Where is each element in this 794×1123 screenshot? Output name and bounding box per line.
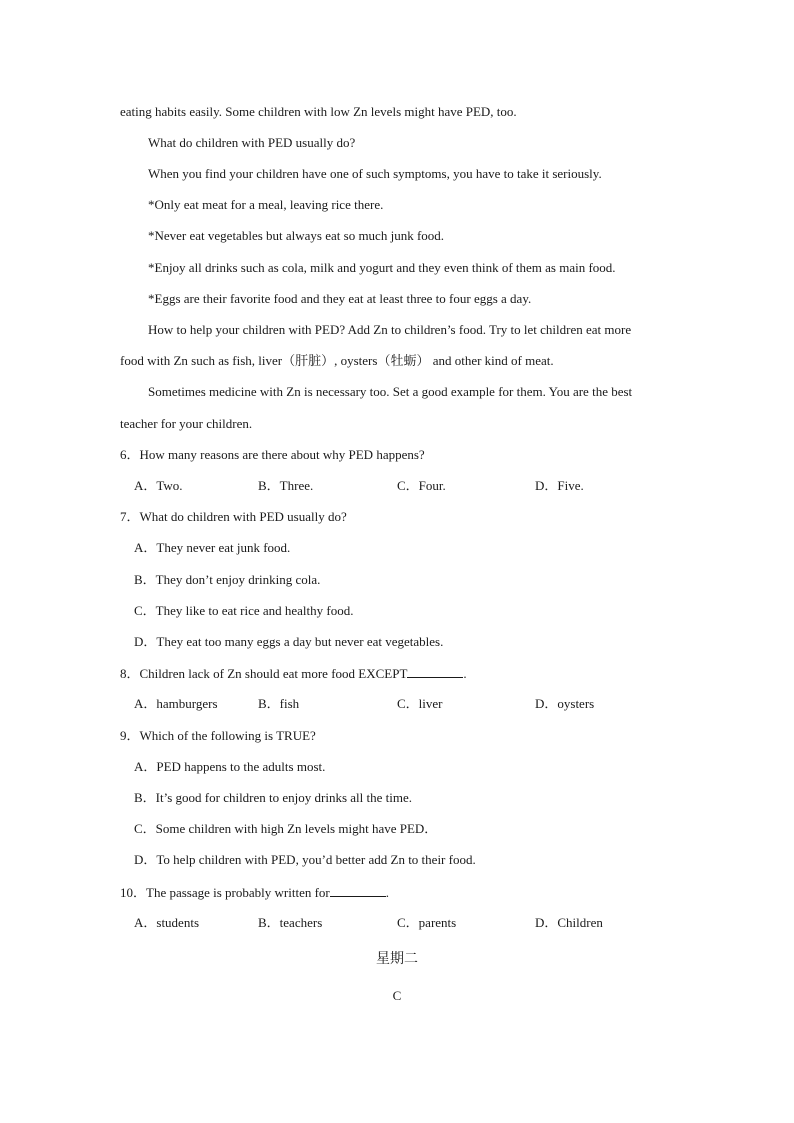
passage-line: food with Zn such as fish, liver（肝脏）, oysters（牡蛎） and other kind of meat.	[120, 353, 554, 368]
question-stem: 9．Which of the following is TRUE?	[120, 728, 316, 743]
option-c: C．Some children with high Zn levels might have PED．	[134, 821, 438, 836]
passage-line: *Only eat meat for a meal, leaving rice there.	[148, 197, 384, 212]
option-d: D．They eat too many eggs a day but never eat vegetables.	[134, 634, 444, 649]
passage-line: eating habits easily. Some children with low Zn levels might have PED, too.	[120, 104, 517, 119]
section-day-heading: 星期二	[376, 952, 418, 967]
passage-line: teacher for your children.	[120, 416, 253, 431]
question-stem-end: .	[385, 885, 390, 900]
passage-line: Sometimes medicine with Zn is necessary too. Set a good example for them. You are the best	[148, 384, 633, 399]
passage-line: How to help your children with PED? Add Zn to children’s food. Try to let children eat more	[148, 322, 632, 337]
section-letter-heading: C	[392, 988, 402, 1003]
option-b: B．Three.	[258, 478, 314, 493]
option-d: D．Children	[535, 915, 603, 930]
question-stem: 7．What do children with PED usually do?	[120, 509, 347, 524]
question-stem-line	[120, 884, 389, 901]
passage-line: *Never eat vegetables but always eat so much junk food.	[148, 228, 445, 243]
option-b: B．They don’t enjoy drinking cola.	[134, 572, 321, 587]
question-stem: 10．The passage is probably written for	[120, 885, 330, 900]
option-a: A．students	[134, 915, 200, 930]
option-b: B．teachers	[258, 915, 323, 930]
option-a: A．PED happens to the adults most.	[134, 759, 326, 774]
passage-line: What do children with PED usually do?	[148, 135, 356, 150]
option-d: D．To help children with PED, you’d better add Zn to their food.	[134, 852, 476, 867]
option-c: C．liver	[397, 696, 443, 711]
passage-line: When you find your children have one of such symptoms, you have to take it seriously.	[148, 166, 602, 181]
passage-line: *Eggs are their favorite food and they eat at least three to four eggs a day.	[148, 291, 532, 306]
option-b: B．fish	[258, 696, 300, 711]
option-a: A．Two.	[134, 478, 183, 493]
option-c: C．Four.	[397, 478, 446, 493]
option-a: A．hamburgers	[134, 696, 218, 711]
option-b: B．It’s good for children to enjoy drinks all the time.	[134, 790, 413, 805]
question-stem-end: .	[463, 666, 467, 681]
answer-blank	[407, 665, 463, 678]
question-stem-line	[120, 665, 467, 682]
option-a: A．They never eat junk food.	[134, 540, 291, 555]
question-stem: 8．Children lack of Zn should eat more food EXCEPT	[120, 666, 408, 681]
passage-line: *Enjoy all drinks such as cola, milk and yogurt and they even think of them as main food.	[148, 260, 616, 275]
option-d: D．oysters	[535, 696, 595, 711]
answer-blank	[330, 884, 386, 897]
question-stem: 6．How many reasons are there about why PED happens?	[120, 447, 425, 462]
option-d: D．Five.	[535, 478, 584, 493]
option-c: C．They like to eat rice and healthy food.	[134, 603, 354, 618]
option-c: C．parents	[397, 915, 457, 930]
